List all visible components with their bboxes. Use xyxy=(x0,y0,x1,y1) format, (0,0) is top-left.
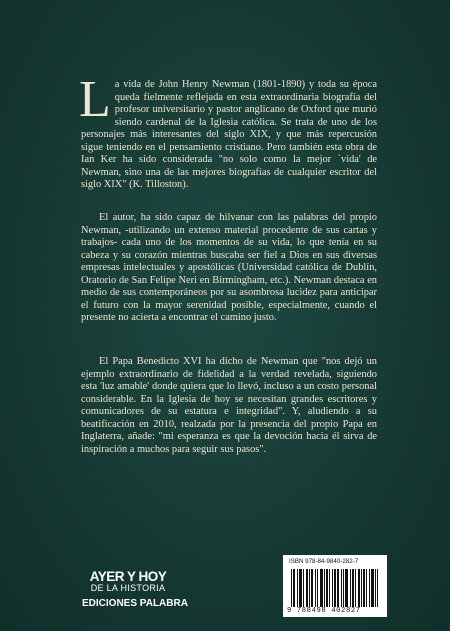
publisher-name: EDICIONES PALABRA xyxy=(82,598,188,609)
synopsis-paragraph-1 xyxy=(79,71,377,192)
isbn-text: ISBN 978-84-9840-282-7 xyxy=(289,558,359,565)
series-subtitle: DE LA HISTORIA xyxy=(90,583,166,593)
barcode-icon xyxy=(291,569,379,607)
synopsis-paragraph-3: El Papa Benedicto XVI ha dicho de Newman que "nos dejó un ejemplo extraordinario de fidelidad a la verdad revelada, siguiendo esta 'luz amable' donde quiera que lo llevó, incluso a un costo personal considerable. En la Iglesia de hoy se necesitan grandes escritores y comunicadores de su estatura e integridad". Y, aludiendo a su beatificación en 2010, realzada por la presencia del propio Papa en Inglaterra, añade: "mi esperanza es que la devoción hacia él sirva de inspiración a muchos para seguir sus pasos". xyxy=(81,356,377,455)
drop-cap: L xyxy=(79,71,111,128)
synopsis-paragraph-2: El autor, ha sido capaz de hilvanar con las palabras del propio Newman, -utilizando un extenso material procedente de sus cartas y trabajos- cada uno de los momentos de su vida, lo que tenía en su cabeza y su corazón mientras buscaba ser fiel a Dios en sus diversas empresas intelectuales y apostólicas (Universidad católica de Dublín, Oratorio de San Felipe Neri en Birmingham, etc.). Newman destaca en medio de sus contemporáneos por su asombrosa lucidez para anticipar el futuro con la mayor serenidad posible, especialmente, cuando el presente no acierta a encontrar el camino justo. xyxy=(81,212,377,323)
ean-digits: 9 788498 402827 xyxy=(287,607,361,615)
paragraph-1-text: a vida de John Henry Newman (1801-1890) y toda su época queda fielmente reflejada en esta extraordinaria biografía del profesor universitario y pastor anglicano de Oxford que murió siendo cardenal de la Iglesia católica. Se trata de uno de los personajes más interesantes del siglo XIX, y que más repercusión sigue teniendo en el pensamiento cristiano. Pero también esta obra de Ian Ker ha sido considerada "no solo como la mejor `vida' de Newman, sino una de las mejores biografías de cualquier escritor del siglo XIX" (K. Tilloston). xyxy=(81,79,377,190)
publisher-logo xyxy=(82,569,188,610)
series-title: AYER Y HOY xyxy=(89,569,167,584)
barcode-label xyxy=(283,555,387,617)
